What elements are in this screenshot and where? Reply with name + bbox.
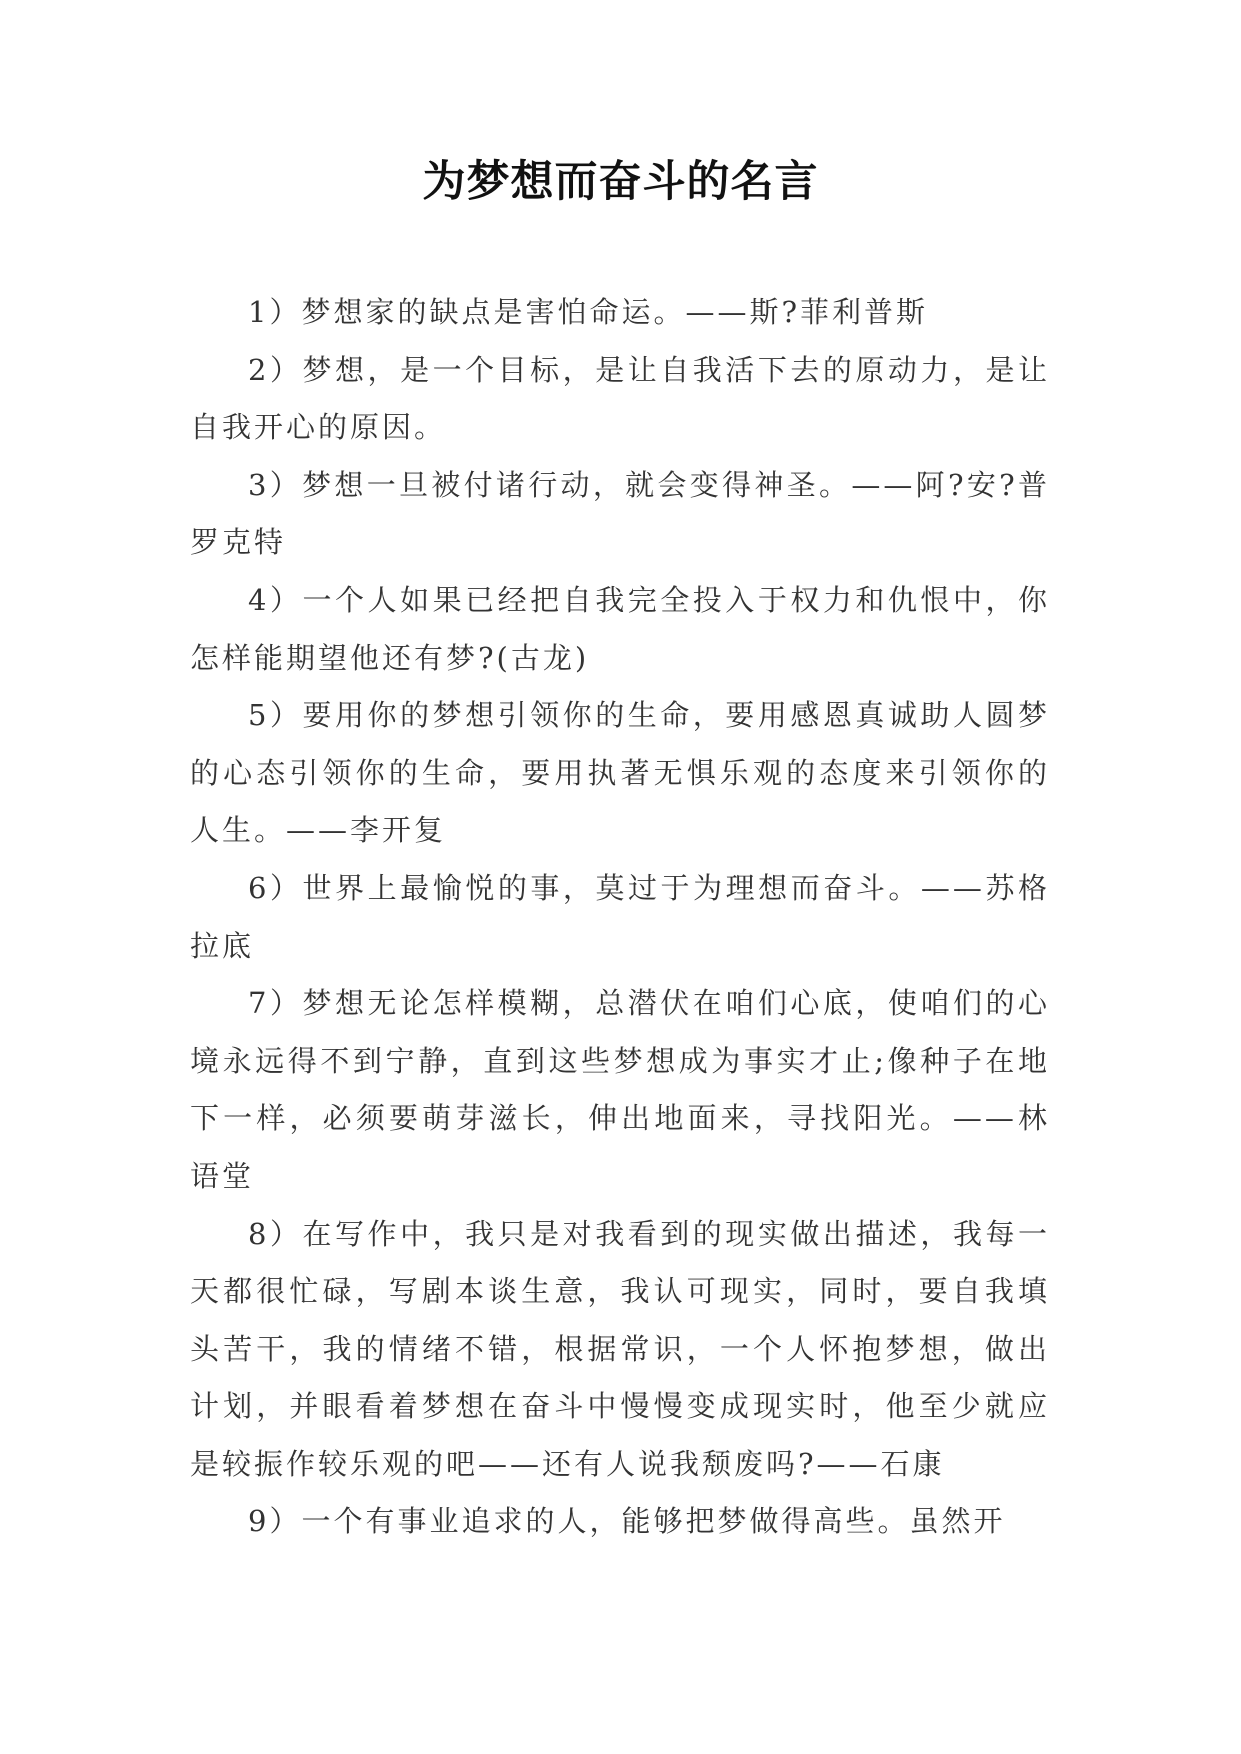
quote-paragraph-8: 8）在写作中，我只是对我看到的现实做出描述，我每一天都很忙碌，写剧本谈生意，我认可现实，同时，要自我填头苦干，我的情绪不错，根据常识，一个人怀抱梦想，做出计划，并眼看着梦想在奋斗中慢慢变成现实时，他至少就应是较振作较乐观的吧——还有人说我颓废吗?——石康: [190, 1216, 1050, 1481]
document-title: 为梦想而奋斗的名言: [422, 157, 819, 207]
quote-paragraph-7: 7）梦想无论怎样模糊，总潜伏在咱们心底，使咱们的心境永远得不到宁静，直到这些梦想成为事实才止;像种子在地下一样，必须要萌芽滋长，伸出地面来，寻找阳光。——林语堂: [190, 986, 1050, 1193]
quote-paragraph-3: 3）梦想一旦被付诸行动，就会变得神圣。——阿?安?普罗克特: [190, 467, 1050, 560]
document-body: [190, 284, 1050, 1551]
quote-paragraph-6: 6）世界上最愉悦的事，莫过于为理想而奋斗。——苏格拉底: [190, 870, 1050, 963]
quote-paragraph-2: 2）梦想，是一个目标，是让自我活下去的原动力，是让自我开心的原因。: [190, 352, 1050, 445]
quote-paragraph-1: 1）梦想家的缺点是害怕命运。——斯?菲利普斯: [248, 295, 928, 329]
quote-paragraph-5: 5）要用你的梦想引领你的生命，要用感恩真诚助人圆梦的心态引领你的生命，要用执著无惧乐观的态度来引领你的人生。——李开复: [190, 698, 1050, 848]
quote-paragraph-4: 4）一个人如果已经把自我完全投入于权力和仇恨中，你怎样能期望他还有梦?(古龙): [190, 582, 1050, 675]
quote-paragraph-9: 9）一个有事业追求的人，能够把梦做得高些。虽然开: [248, 1504, 1006, 1539]
